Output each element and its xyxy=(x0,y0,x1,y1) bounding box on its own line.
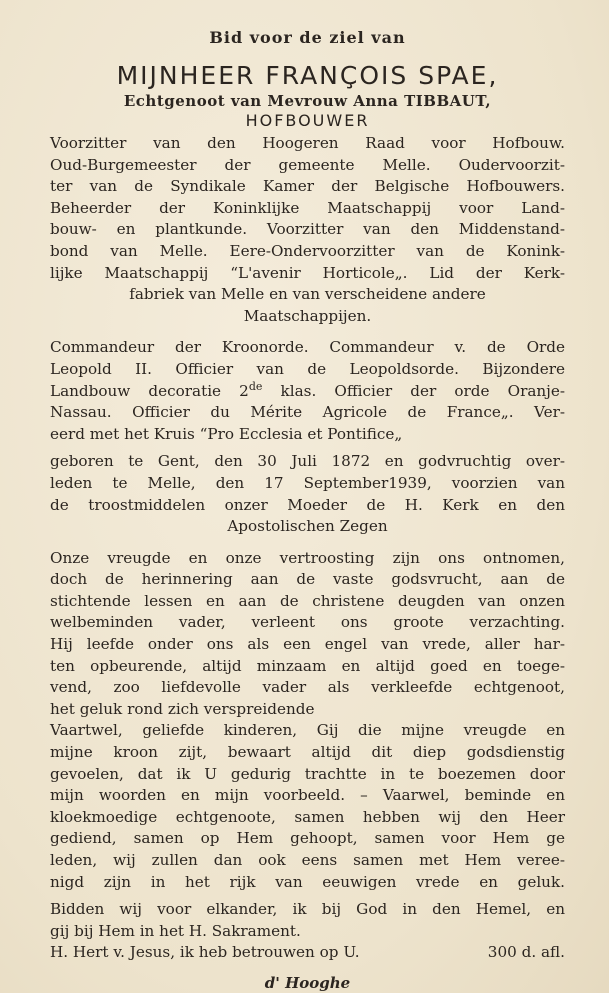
text-line: gediend, samen op Hem gehoopt, samen voor Hem ge xyxy=(50,829,565,848)
text-line: Onze vreugde en onze vertroosting zijn ons ontnomen, xyxy=(50,548,565,567)
text-line: lijke Maatschappij “L'avenir Horticole„. Lid der Kerk- xyxy=(50,263,565,282)
text-line: mijne kroon zijt, bewaart altijd dit diep godsdienstig xyxy=(50,743,565,762)
text-line: Commandeur der Kroonorde. Commandeur v. de Orde xyxy=(50,338,565,357)
text-line: Bidden wij voor elkander, ik bij God in den Hemel, en xyxy=(50,900,565,919)
text-line: Vaartwel, geliefde kinderen, Gij die mijne vreugde en xyxy=(50,721,565,740)
text-line: bouw- en plantkunde. Voorzitter van den Middenstand- xyxy=(50,220,565,239)
text-line xyxy=(50,381,565,403)
text-line: eerd met het Kruis “Pro Ecclesia et Pontifice„ xyxy=(50,424,403,443)
text-fragment: Landbouw decoratie 2 xyxy=(50,381,249,400)
text-line: leden, wij zullen dan ook eens samen met Hem veree- xyxy=(50,851,565,869)
text-line: gij bij Hem in het H. Sakrament. xyxy=(50,921,301,940)
text-line: vend, zoo liefdevolle vader als verkleefde echtgenoot, xyxy=(50,678,565,697)
text-line: Nassau. Officier du Mérite Agricole de France„. Ver- xyxy=(50,403,565,422)
text-line: nigd zijn in het rijk van eeuwigen vrede en geluk. xyxy=(50,872,565,891)
text-line: kloekmoedige echtgenoote, samen hebben wij den Heer xyxy=(50,807,565,826)
text-line: mijn woorden en mijn voorbeeld. – Vaarwel, beminde en xyxy=(50,786,565,805)
text-line: doch de herinnering aan de vaste godsvrucht, aan de xyxy=(50,570,565,589)
text-line: bond van Melle. Eere-Ondervoorzitter van de Konink- xyxy=(50,241,565,260)
birth-death-paragraph xyxy=(50,451,565,537)
profession: HOFBOUWER xyxy=(245,111,370,130)
spouse-line: Echtgenoot van Mevrouw Anna TIBBAUT, xyxy=(123,92,492,110)
text-line: Voorzitter van den Hoogeren Raad voor Hofbouw. xyxy=(50,134,565,152)
text-line: Beheerder der Koninklijke Maatschappij voor Land- xyxy=(50,198,565,217)
text-line: ter van de Syndikale Kamer der Belgische Hofbouwers. xyxy=(50,177,565,196)
printer-mark: d' Hooghe xyxy=(264,973,351,992)
indulgence-line xyxy=(50,942,565,964)
text-line: fabriek van Melle en van verscheidene andere xyxy=(129,285,486,304)
indulgence-prayer: H. Hert v. Jesus, ik heb betrouwen op U. xyxy=(50,943,360,962)
indulgence-days: 300 d. afl. xyxy=(487,943,565,962)
card-heading: Bid voor de ziel van xyxy=(209,28,406,47)
text-line: het geluk rond zich verspreidende xyxy=(50,699,315,718)
eulogy-paragraph xyxy=(50,548,565,721)
text-line: Maatschappijen. xyxy=(243,306,372,325)
text-line: Leopold II. Officier van de Leopoldsorde. Bijzondere xyxy=(50,359,565,378)
honours-paragraph xyxy=(50,337,565,445)
prayer-paragraph xyxy=(50,899,565,942)
farewell-paragraph xyxy=(50,720,565,893)
text-line: gevoelen, dat ik U gedurig trachtte in te boezemen door xyxy=(50,764,565,783)
functions-paragraph xyxy=(50,133,565,327)
text-line: stichtende lessen en aan de christene deugden van onzen xyxy=(50,591,565,610)
text-line: Hij leefde onder ons als een engel van vrede, aller har- xyxy=(50,635,565,654)
text-line: Oud-Burgemeester der gemeente Melle. Oudervoorzit- xyxy=(50,155,565,174)
ordinal-superscript: de xyxy=(248,379,263,393)
text-line: de troostmiddelen onzer Moeder de H. Kerk en den xyxy=(50,495,565,514)
text-line: geboren te Gent, den 30 Juli 1872 en godvruchtig over- xyxy=(50,452,565,471)
text-line: ten opbeurende, altijd minzaam en altijd goed en toege- xyxy=(50,656,565,675)
text-line: welbeminden vader, verleent ons groote verzachting. xyxy=(50,613,565,632)
deceased-name: MIJNHEER FRANÇOIS SPAE, xyxy=(116,61,499,90)
text-fragment: klas. Officier der orde Oranje- xyxy=(262,381,566,400)
text-line: Apostolischen Zegen xyxy=(227,517,388,536)
text-line: leden te Melle, den 17 September1939, voorzien van xyxy=(50,473,565,492)
